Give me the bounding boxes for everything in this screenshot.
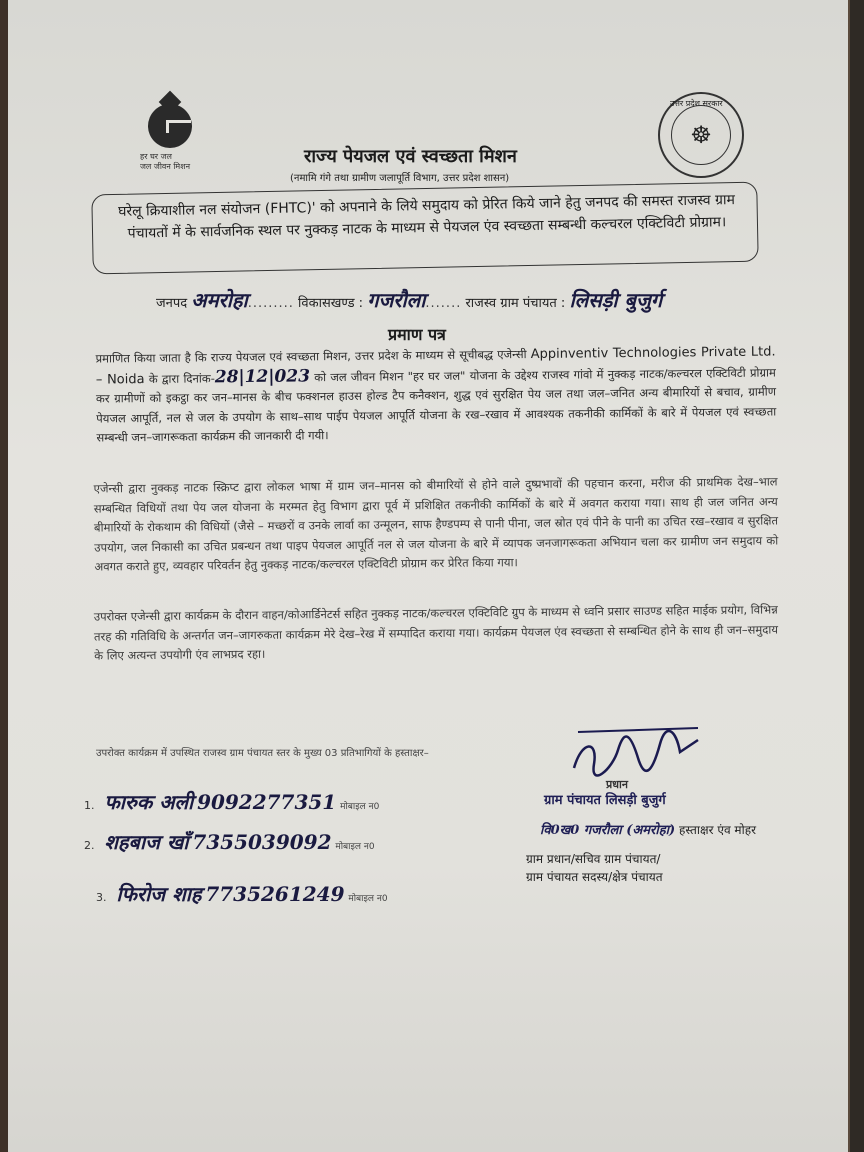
signature-scribble (568, 720, 708, 780)
pradhan-signature (568, 720, 708, 780)
pradhan-label: प्रधान (606, 778, 628, 791)
participant-mobile: 7735261249 (205, 882, 345, 906)
har-ghar-jal-logo (136, 104, 212, 176)
water-drop-tap-icon (148, 104, 192, 148)
program-date: 28|12|023 (214, 365, 311, 387)
janpad-value: अमरोहा (191, 288, 248, 312)
vikas-value: गजरौला (367, 288, 426, 312)
seal-text: उत्तर प्रदेश सरकार (670, 99, 723, 108)
participant-mobile: 7355039092 (192, 830, 332, 854)
banner-text: घरेलू क्रियाशील नल संयोजन (FHTC)' को अपनाने के लिये समुदाय को प्रेरित किये जाने हेतु जनपद की समस्त राजस्व ग्राम पंचायतों में के सार्वजनिक स्थल पर नुक्कड़ नाटक के माध्यम से पेयजल एंव स्वच्छता सम्बन्धी कल्चरल एक्टिविटी प्रोग्राम। (118, 192, 736, 242)
participant-name: शहबाज खाँ (104, 830, 189, 854)
participant-name: फिरोज शाह (116, 882, 202, 906)
participant-row (84, 828, 375, 855)
photo-shadow-right (850, 0, 864, 1152)
stamp-line-2 (540, 820, 756, 838)
paragraph-3: उपरोक्त एजेन्सी द्वारा कार्यक्रम के दौरान वाहन/कोआर्डिनेटर्स सहित नुक्कड़ नाटक/कल्चरल एक्टिविटि ग्रुप के माध्यम से ध्वनि प्रसार साउण्ड सहित माईक प्रयोग, विभिन्न तरह की गतिविधि के अन्तर्गत जन–जागरुकता कार्यक्रम मेरे देख–रेख में सम्पादित कराया गया। कार्यक्रम पेयजल एंव स्वच्छता से सम्बन्धित होने के साथ ही जन–समुदाय के लिए अत्यन्त उपयोगी एंव लाभप्रद रहा। (93, 602, 779, 663)
vikas-label: विकासखण्ड : (298, 296, 364, 311)
participant-number: 1. (84, 799, 95, 812)
up-govt-seal (658, 92, 744, 178)
paragraph-2: एजेन्सी द्वारा नुक्कड़ नाटक स्क्रिप्ट द्वारा लोकल भाषा में ग्राम जन–मानस को बीमारियों से होने वाले दुष्प्रभावों की पहचान करना, मरीज की प्राथमिक देख–भाल सम्बन्धित विधियों तथा पेय जल योजना के मरम्मत हेतु विभाग द्वारा पूर्व में प्रशिक्षित तकनीकी कार्मिकों के बारे में अवगत कराया गया। साथ ही जल जनित अन्य बीमारियों के रोकथाम की विधियों (जैसे – मच्छरों व उनके लार्वा का उन्मूलन, साफ हैण्डपम्प से पानी पीना, जल स्रोत एवं पीने के पानी का उचित रख–रखाव व सुरक्षित उपयोग, जल निकासी का उचित प्रबन्धन तथा पाइप पेयजल आपूर्ति नल से जल योजना के बारे में व्यापक जनजागरूकता अभियान चला कर ग्रामीण जन समुदाय को अवगत कराते हुए, व्यवहार परिवर्तन हेतु नुक्कड़ नाटक/कल्चरल एक्टिविटी प्रोग्राम कर प्रेरित किया गया। (93, 474, 779, 574)
participant-mobile: 9092277351 (197, 790, 337, 814)
up-govt-emblem-icon: ☸ (671, 105, 731, 165)
mobile-label: मोबाइल न0 (335, 842, 375, 852)
company-name: Appinventiv Technologies Private Ltd. – Noida (95, 344, 776, 388)
participant-name: फारुक अली (104, 790, 194, 814)
mobile-label: मोबाइल न0 (348, 894, 388, 904)
p1-by-date: के द्वारा दिनांक- (148, 370, 215, 386)
logo-caption: हर घर जल जल जीवन मिशन (140, 152, 191, 171)
program-banner (91, 182, 758, 275)
sign-and-seal-label: हस्ताक्षर एंव मोहर (679, 823, 757, 837)
participants-intro: उपरोक्त कार्यक्रम में उपस्थित राजस्व ग्राम पंचायत स्तर के मुख्य 03 प्रतिभागियों के हस्ताक्षर– (96, 748, 429, 759)
participant-number: 2. (84, 839, 95, 852)
location-line: जनपद अमरोहा......... विकासखण्ड : गजरौला....... राजस्व ग्राम पंचायत : लिसड़ी बुजुर्ग (156, 288, 663, 312)
janpad-label: जनपद (156, 296, 188, 311)
signatory-role-2: ग्राम पंचायत सदस्य/क्षेत्र पंचायत (526, 870, 663, 884)
stamp-block: वि0ख0 गजरौला (अमरोहा) (540, 823, 676, 838)
paragraph-1 (96, 342, 777, 448)
stamp-line-1: ग्राम पंचायत लिसड़ी बुजुर्ग (544, 793, 666, 808)
participant-row (96, 880, 388, 907)
participant-number: 3. (96, 891, 107, 904)
signatory-role-1: ग्राम प्रधान/सचिव ग्राम पंचायत/ (526, 852, 661, 866)
page-title: राज्य पेयजल एवं स्वच्छता मिशन (304, 146, 517, 167)
gram-value: लिसड़ी बुजुर्ग (569, 288, 663, 312)
participant-row (84, 788, 379, 815)
document-page (8, 0, 848, 1152)
gram-label: राजस्व ग्राम पंचायत : (465, 296, 566, 311)
p1-intro: प्रमाणित किया जाता है कि राज्य पेयजल एवं स्वच्छता मिशन, उत्तर प्रदेश के माध्यम से सूचीबद्ध एजेन्सी (95, 347, 527, 366)
p1-body: को जल जीवन मिशन "हर घर जल" योजना के उद्देश्य राजस्व गांवो में नुक्कड़ नाटक/कल्चरल एक्टिविटी प्रोग्राम कर ग्रामीणों को इकट्ठा कर जन–मानस के बीच फक्शनल हाउस होल्ड टैप कनैक्शन, शुद्ध एवं सुरक्षित पेय जल तथा जल–जनित अन्य बीमारियों से बचाव, ग्रामीण पेयजल आपूर्ति, नल से जल के उपयोग के साथ–साथ पाईप पेयजल आपूर्ति योजना के रख–रखाव में आवश्यक तकनीकी कार्मिकों के बारे में पेयजल एवं स्वच्छता सम्बन्धी जन–जागरूकता कार्यक्रम की जानकारी दी गयी। (95, 364, 777, 445)
certificate-title: प्रमाण पत्र (388, 325, 446, 344)
mobile-label: मोबाइल न0 (340, 802, 380, 812)
page-subtitle: (नमामि गंगे तथा ग्रामीण जलापूर्ति विभाग, उत्तर प्रदेश शासन) (290, 173, 510, 184)
